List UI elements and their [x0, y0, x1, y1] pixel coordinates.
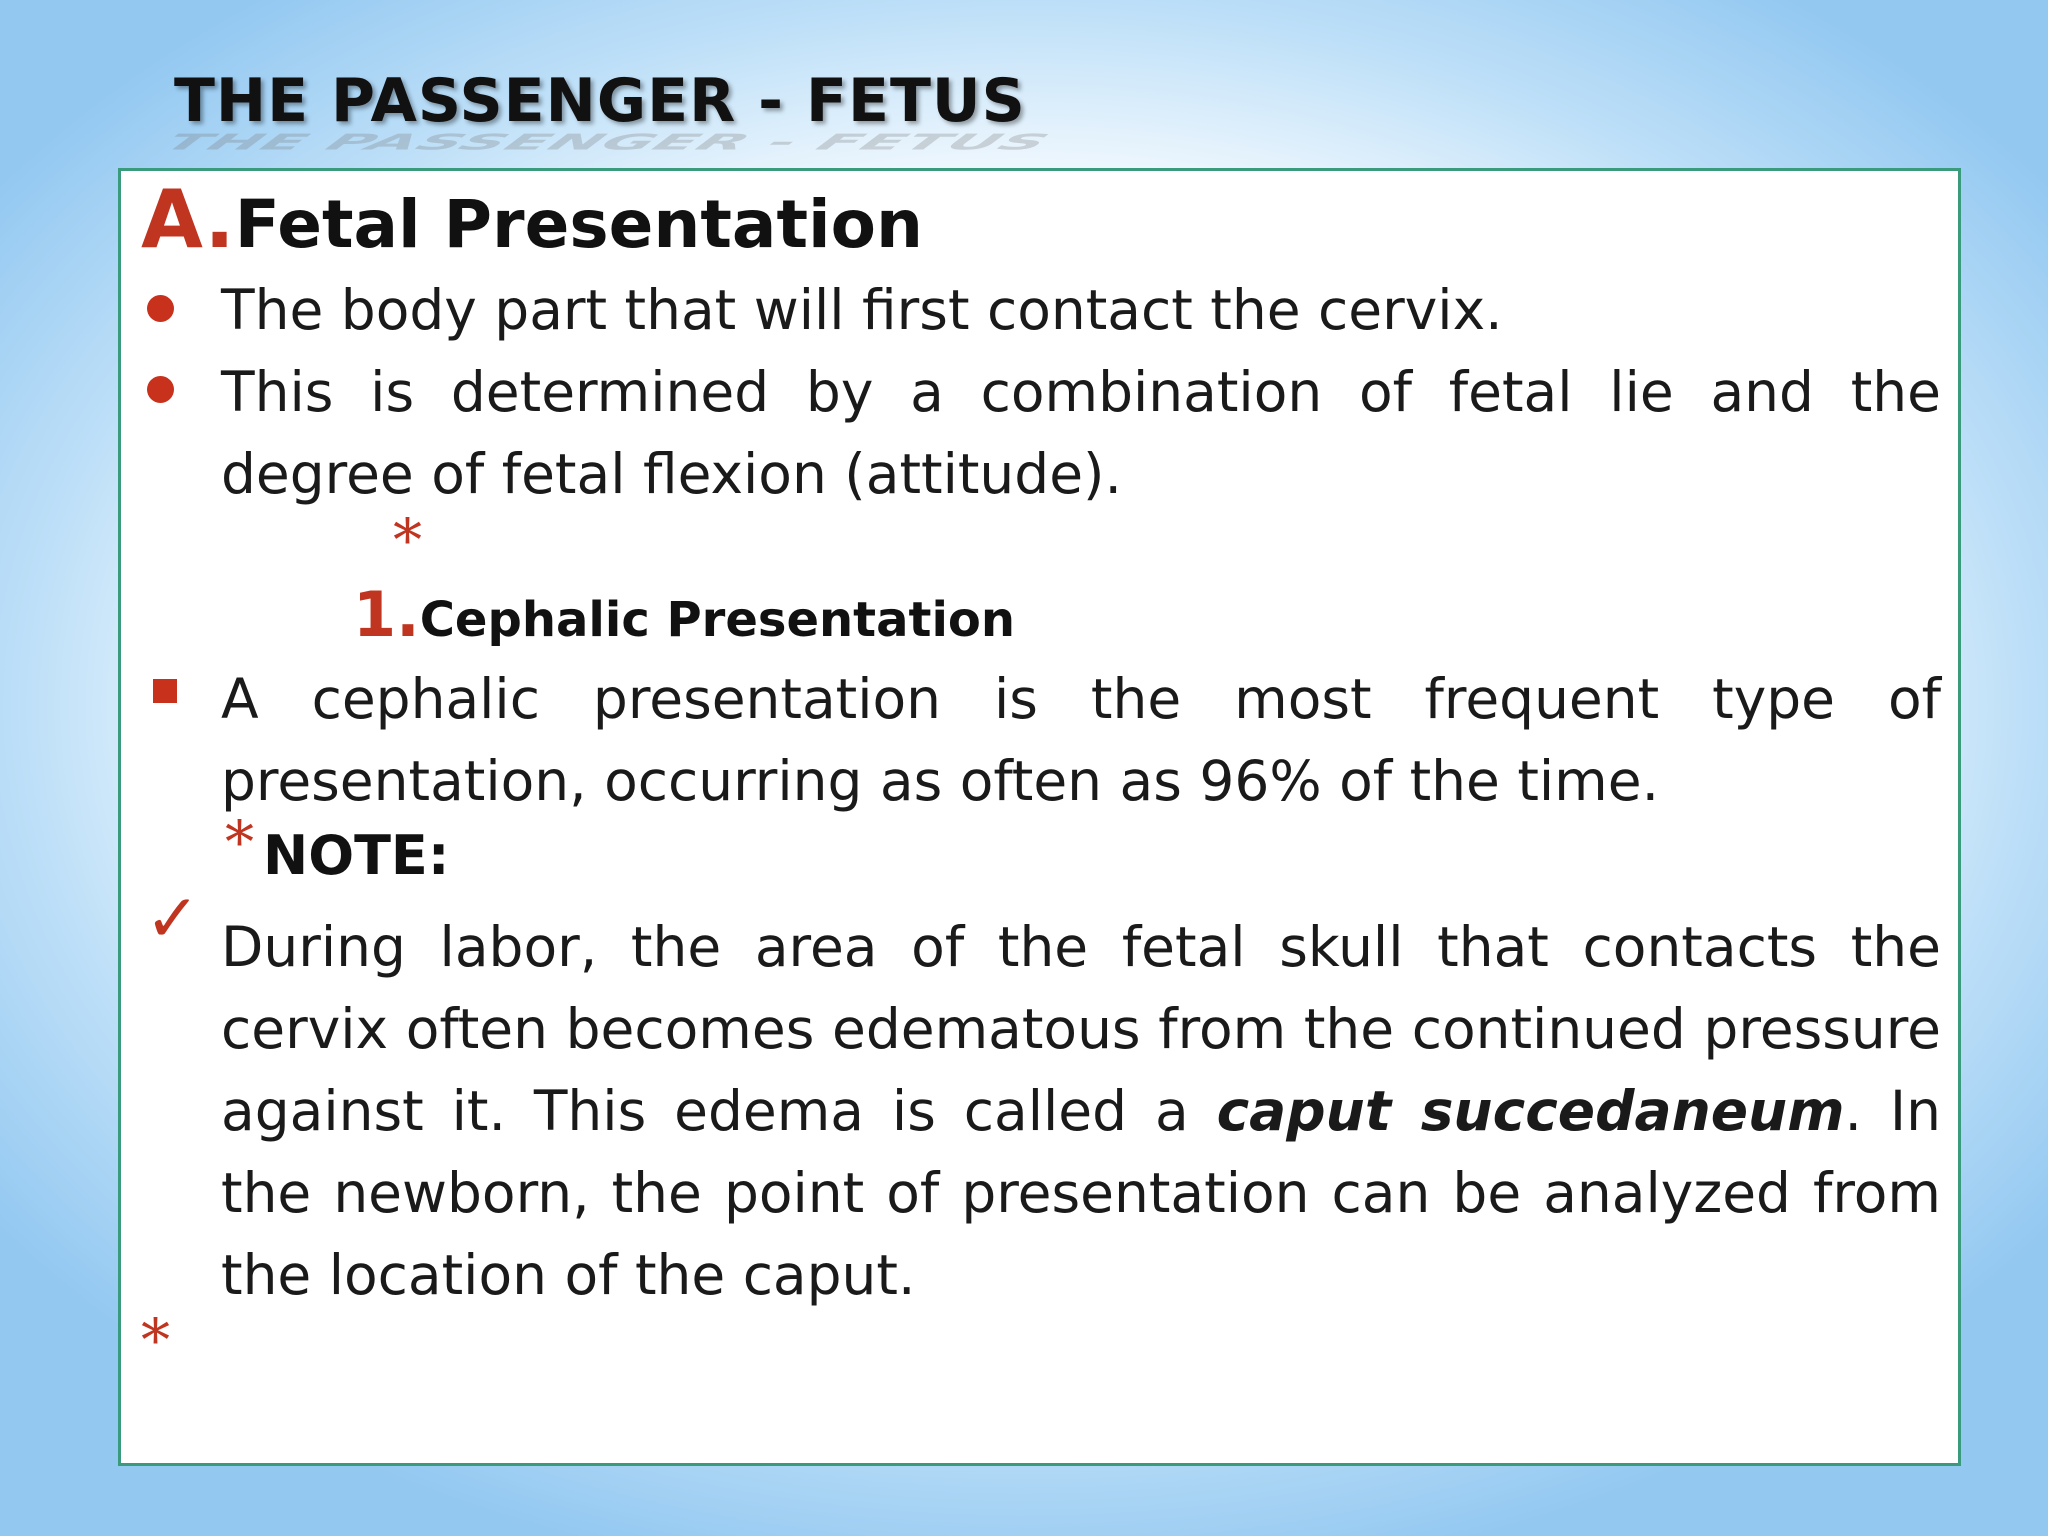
- section-letter: A.: [141, 173, 235, 266]
- content-box: [118, 168, 1961, 1466]
- note-emphasis: caput succedaneum: [1216, 1079, 1845, 1143]
- asterisk-icon: *: [393, 506, 422, 574]
- red-dot-bullet-icon: [147, 295, 174, 322]
- note-text-before: During labor, the area of the fetal skull that contacts the cervix often becomes edematous from the continued pressure against it. This edema is called a: [221, 915, 1941, 1143]
- slide-title-area: [150, 60, 1070, 155]
- sub-heading-text: Cephalic Presentation: [419, 592, 1016, 648]
- bullet-item: This is determined by a combination of fetal lie and the degree of fetal flexion (attitude).: [221, 360, 1941, 506]
- section-heading: [141, 173, 923, 266]
- slide-title-reflection: THE PASSENGER - FETUS: [150, 129, 1064, 155]
- section-heading-text: Fetal Presentation: [234, 186, 923, 263]
- asterisk-icon: *: [225, 808, 254, 876]
- red-dot-bullet-icon: [147, 376, 174, 403]
- sub-heading-number: 1.: [353, 578, 420, 651]
- asterisk-icon: *: [141, 1306, 170, 1374]
- slide-title: THE PASSENGER - FETUS: [174, 66, 1026, 136]
- sub-heading: [353, 578, 1015, 651]
- bullet-item: The body part that will first contact the cervix.: [221, 278, 1503, 342]
- cephalic-bullet-item: A cephalic presentation is the most frequent type of presentation, occurring as often as 96% of the time.: [221, 667, 1941, 813]
- note-label: NOTE:: [263, 824, 450, 887]
- checkmark-icon: ✓: [145, 880, 201, 957]
- red-square-bullet-icon: [153, 679, 177, 703]
- note-paragraph: [221, 906, 1941, 1316]
- note-text-after: . In the newborn, the point of presentation can be analyzed from the location of the caput.: [221, 1079, 1941, 1307]
